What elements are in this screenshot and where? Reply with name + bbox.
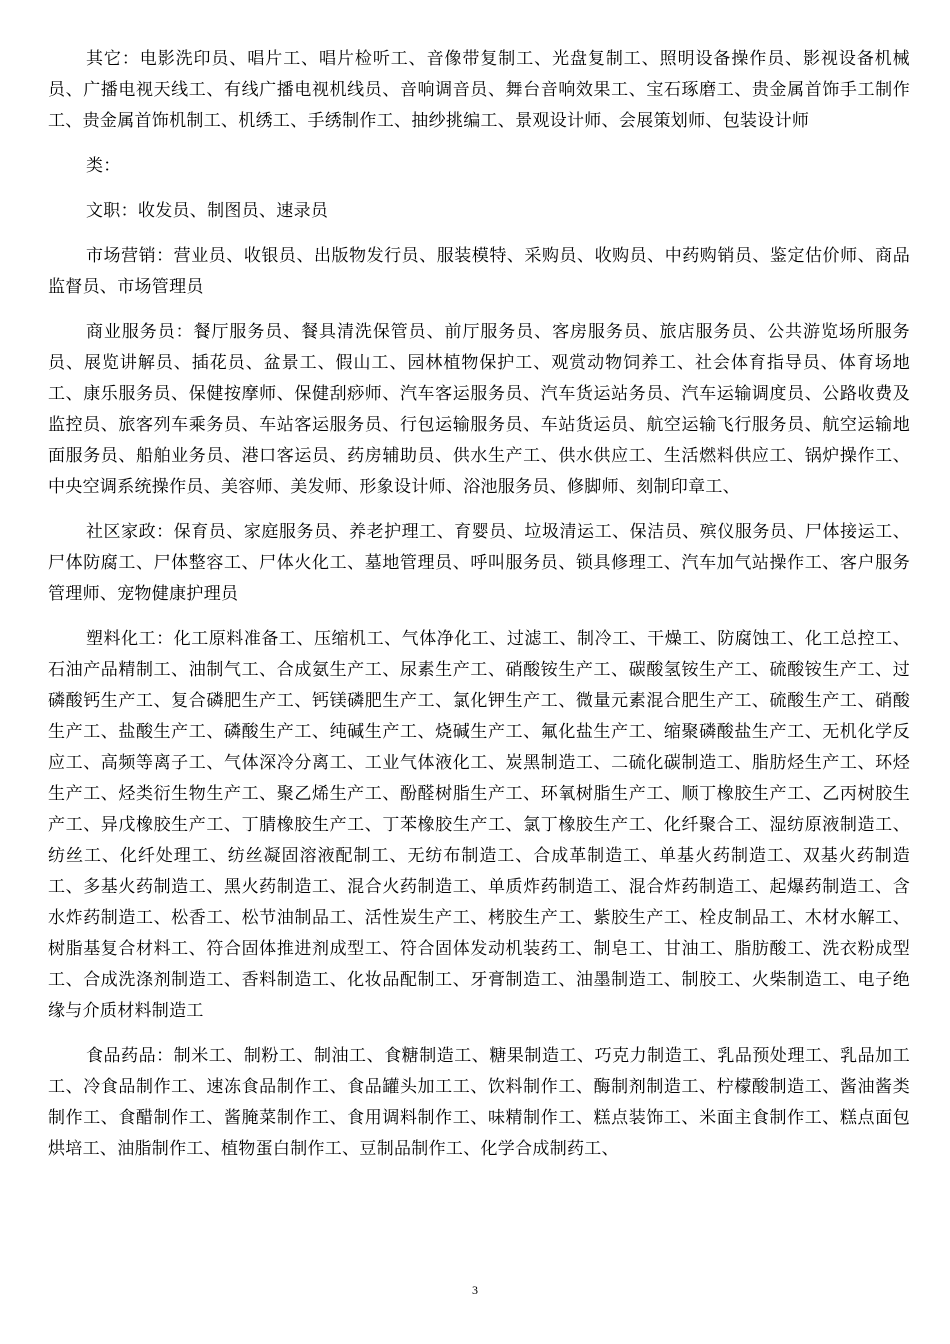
paragraph-plastics-chemical: 塑料化工：化工原料准备工、压缩机工、气体净化工、过滤工、制冷工、干燥工、防腐蚀工、化工总控工、石油产品精制工、油制气工、合成氨生产工、尿素生产工、硝酸铵生产工、碳酸氢铵生产工、硫酸铵生产工、过磷酸钙生产工、复合磷肥生产工、钙镁磷肥生产工、氯化钾生产工、微量元素混合肥生产工、硫酸生产工、硝酸生产工、盐酸生产工、磷酸生产工、纯碱生产工、烧碱生产工、氟化盐生产工、缩聚磷酸盐生产工、无机化学反应工、高频等离子工、气体深冷分离工、工业气体液化工、炭黑制造工、二硫化碳制造工、脂肪烃生产工、环烃生产工、烃类衍生物生产工、聚乙烯生产工、酚醛树脂生产工、环氧树脂生产工、顺丁橡胶生产工、乙丙树胶生产工、异戊橡胶生产工、丁腈橡胶生产工、丁苯橡胶生产工、氯丁橡胶生产工、化纤聚合工、湿纺原液制造工、纺丝工、化纤处理工、纺丝凝固溶液配制工、无纺布制造工、合成革制造工、单基火药制造工、双基火药制造工、多基火药制造工、黑火药制造工、混合火药制造工、单质炸药制造工、混合炸药制造工、起爆药制造工、含水炸药制造工、松香工、松节油制品工、活性炭生产工、栲胶生产工、紫胶生产工、栓皮制品工、木材水解工、树脂基复合材料工、符合固体推进剂成型工、符合固体发动机装药工、制皂工、甘油工、脂肪酸工、洗衣粉成型工、合成洗涤剂制造工、香料制造工、化妆品配制工、牙膏制造工、油墨制造工、制胶工、火柴制造工、电子绝缘与介质材料制造工: [48, 629, 910, 1021]
paragraph-other: 其它：电影洗印员、唱片工、唱片检听工、音像带复制工、光盘复制工、照明设备操作员、影视设备机械员、广播电视天线工、有线广播电视机线员、音响调音员、舞台音响效果工、宝石琢磨工、贵金属首饰手工制作工、贵金属首饰机制工、机绣工、手绣制作工、抽纱挑编工、景观设计师、会展策划师、包装设计师: [48, 49, 910, 131]
paragraph-category: 类：: [86, 156, 121, 176]
paragraph-food-medicine: 食品药品：制米工、制粉工、制油工、食糖制造工、糖果制造工、巧克力制造工、乳品预处理工、乳品加工工、冷食品制作工、速冻食品制作工、食品罐头加工工、饮料制作工、酶制剂制造工、柠檬酸制造工、酱油酱类制作工、食醋制作工、酱腌菜制作工、食用调料制作工、味精制作工、糕点装饰工、米面主食制作工、糕点面包烘培工、油脂制作工、植物蛋白制作工、豆制品制作工、化学合成制药工、: [48, 1046, 910, 1159]
paragraph-clerical: 文职：收发员、制图员、速录员: [86, 201, 329, 221]
paragraph-commercial-service: 商业服务员：餐厅服务员、餐具清洗保管员、前厅服务员、客房服务员、旅店服务员、公共游览场所服务员、展览讲解员、插花员、盆景工、假山工、园林植物保护工、观赏动物饲养工、社会体育指导员、体育场地工、康乐服务员、保健按摩师、保健刮痧师、汽车客运服务员、汽车货运站务员、汽车运输调度员、公路收费及监控员、旅客列车乘务员、车站客运服务员、行包运输服务员、车站货运员、航空运输飞行服务员、航空运输地面服务员、船舶业务员、港口客运员、药房辅助员、供水生产工、供水供应工、生活燃料供应工、锅炉操作工、中央空调系统操作员、美容师、美发师、形象设计师、浴池服务员、修脚师、刻制印章工、: [48, 322, 910, 497]
paragraph-marketing: 市场营销：营业员、收银员、出版物发行员、服装模特、采购员、收购员、中药购销员、鉴定估价师、商品监督员、市场管理员: [48, 246, 910, 297]
page-body: [48, 44, 910, 1179]
page-number: 3: [472, 1283, 478, 1297]
paragraph-community-domestic: 社区家政：保育员、家庭服务员、养老护理工、育婴员、垃圾清运工、保洁员、殡仪服务员、尸体接运工、尸体防腐工、尸体整容工、尸体火化工、墓地管理员、呼叫服务员、锁具修理工、汽车加气站操作工、客户服务管理师、宠物健康护理员: [48, 522, 910, 604]
